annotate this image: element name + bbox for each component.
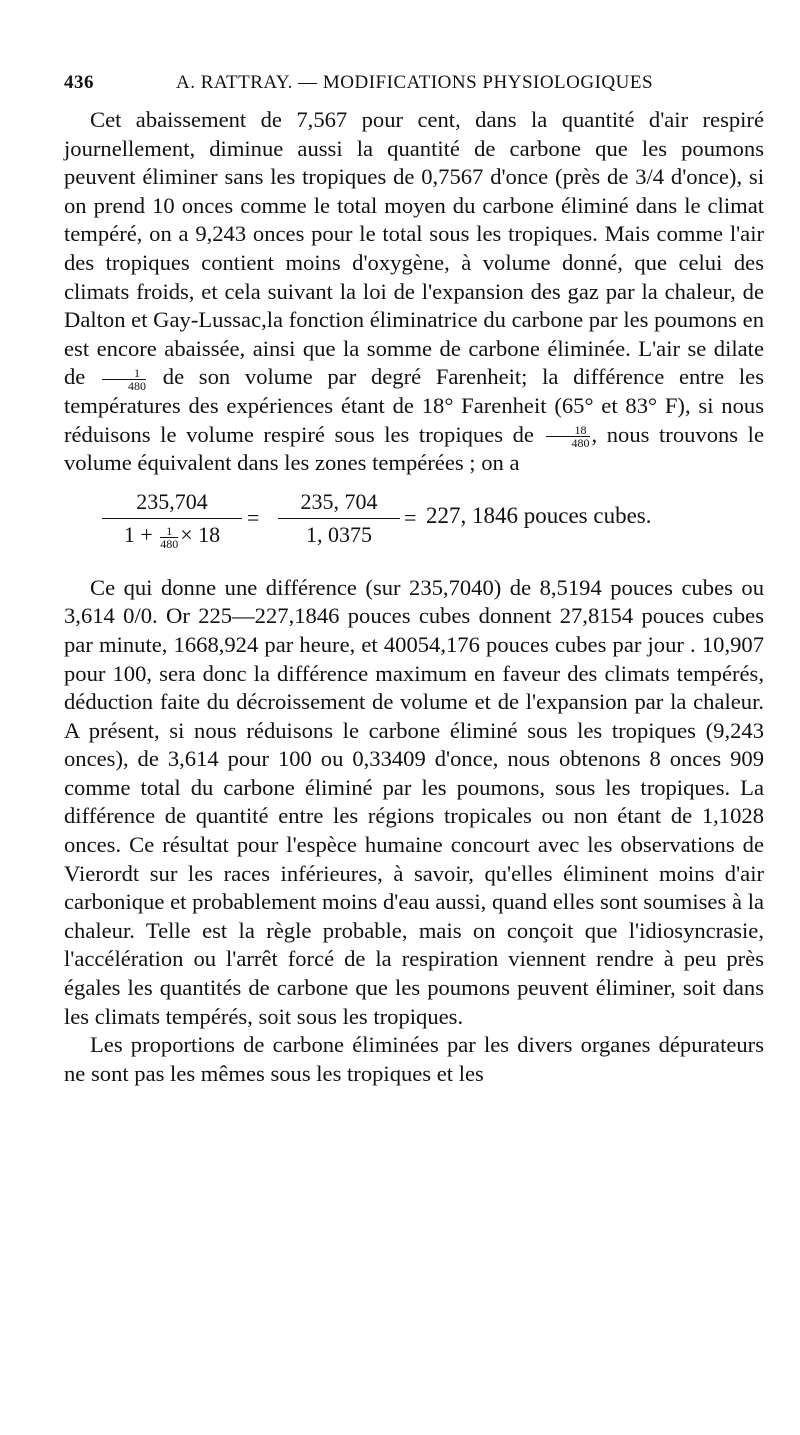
equation-result: 227, 1846 pouces cubes.: [426, 502, 652, 528]
page-number: 436: [64, 72, 94, 93]
equals-sign: =: [247, 504, 260, 530]
paragraph-1-part-a: Cet abaissement de 7,567 pour cent, dans la quantité d'air respiré journellement, diminue aussi la quantité de carbone que les poumons peuvent éliminer sans les tropiques de 0,7567 d'once (près de 3/4 d'once), si on prend 10 onces comme le total moyen du carbone éliminé dans le climat tempéré, on a 9,243 onces pour le total sous les tropiques. Mais comme l'air des tropiques contient moins d'oxygène, à volume donné, que celui des climats froids, et cela suivant la loi de l'expansion des gaz par la chaleur, de Dalton et Gay-Lussac,la fonction éliminatrice du carbone par les poumons en est encore abaissée, ainsi que la somme de carbone éliminée. L'air se dilate de: [64, 107, 764, 390]
paragraph-1-part-c: , nous trouvons le volume équivalent dans les zones tempérées ; on a: [64, 421, 764, 476]
paragraph-1: [64, 106, 764, 478]
lhs-den-start: 1 +: [123, 522, 153, 548]
fraction-numerator: 18: [546, 424, 590, 437]
running-title: A. RATTRAY. — MODIFICATIONS PHYSIOLOGIQUES: [176, 72, 654, 93]
equation-mid-fraction: [278, 488, 400, 550]
fraction-numerator: 1: [160, 525, 178, 538]
fraction-denominator: 480: [571, 435, 590, 450]
running-header: [64, 72, 764, 102]
equation-lhs-fraction: [102, 488, 242, 550]
equals-sign: =: [404, 504, 417, 530]
equation-lhs-denominator: [102, 519, 242, 550]
equation-mid-numerator: 235, 704: [278, 488, 400, 520]
paragraph-3: Les proportions de carbone éliminées par les divers organes dépurateurs ne sont pas les mêmes sous les tropiques et les: [64, 1032, 764, 1086]
lhs-den-end: × 18: [180, 522, 221, 548]
body-text: [64, 106, 764, 1088]
paragraph-2: Ce qui donne une différence (sur 235,7040) de 8,5194 pouces cubes ou 3,614 0/0. Or 225—227,1846 pouces cubes donnent 27,8154 pouces cubes par minute, 1668,924 par heure, et 40054,176 pouces cubes par jour . 10,907 pour 100, sera donc la différence maximum en faveur des climats tempérés, déduction faite du décroissement de volume et de l'expansion par la chaleur. A présent, si nous réduisons le carbone éliminé sous les tropiques (9,243 onces), de 3,614 pour 100 ou 0,33409 d'once, nous obtenons 8 onces 909 comme total du carbone éliminé par les poumons, sous les tropiques. La différence de quantité entre les régions tropicales ou non étant de 1,1028 onces. Ce résultat pour l'espèce humaine concourt avec les observations de Vierordt sur les races inférieures, à savoir, qu'elles éliminent moins d'air carbonique et probablement moins d'eau aussi, quand elles sont soumises à la chaleur. Telle est la règle probable, mais on conçoit que l'idiosyncrasie, l'accélération ou l'arrêt forcé de la respiration viennent rendre à peu près égales les quantités de carbone que les poumons peuvent éliminer, soit dans les climats tempérés, soit sous les tropiques.: [64, 574, 764, 1029]
fraction-18-480: [546, 424, 590, 449]
fraction-numerator: 1: [102, 367, 146, 380]
equation-lhs-numerator: 235,704: [102, 488, 242, 520]
fraction-one-480: [102, 367, 146, 392]
equation: [64, 484, 764, 570]
paragraph-1-part-b: de son volume par degré Farenheit; la différence entre les températures des expériences étant de 18° Farenheit (65° et 83° F), si nous réduisons le volume respiré sous les tropiques de: [64, 364, 764, 447]
fraction-denominator: 480: [128, 378, 147, 393]
equation-mid-denominator: 1, 0375: [306, 522, 372, 548]
fraction-denominator: 480: [160, 536, 179, 551]
fraction-one-480: [160, 525, 178, 550]
